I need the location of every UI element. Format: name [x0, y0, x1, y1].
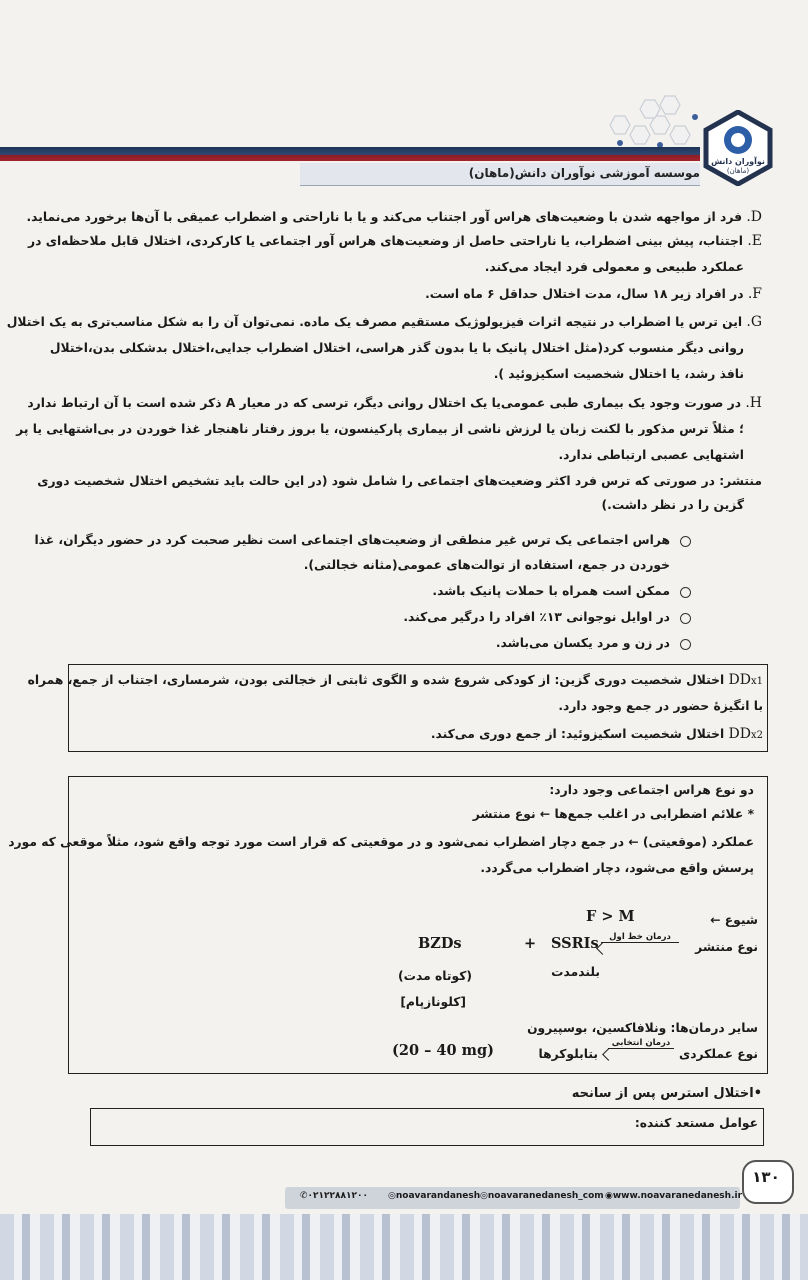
performance-type-line2: پرسش واقع می‌شود، دچار اضطراب می‌گردد.: [480, 861, 754, 875]
dd-1-line2: با انگیزهٔ حضور در جمع وجود دارد.: [558, 699, 763, 713]
criterion-marker: F.: [747, 286, 762, 302]
phone-icon: ✆: [300, 1191, 308, 1201]
bullet-icon: [680, 536, 691, 547]
choice-treatment-label: درمان انتخابی: [608, 1038, 674, 1049]
criterion-h: [27, 391, 762, 415]
contact-instagram-1: [388, 1191, 480, 1201]
generalized-type-line: * علائم اضطرابی در اغلب جمع‌ها ← نوع منتشر: [472, 807, 754, 821]
contact-website: [605, 1191, 742, 1201]
criterion-h-line2: ؛ مثلاً ترس مذکور با لکنت زبان یا لرزش ناشی از بیماری پارکینسون، یا بروز رفتار ناهنجار غذا خوردن در بی‌اشتهایی یا پر: [16, 422, 744, 436]
header-band: [0, 147, 700, 161]
page-number: ۱۳۰: [752, 1168, 780, 1186]
institute-name: موسسه آموزشی نوآوران دانش(ماهان): [468, 166, 700, 180]
predisposing-factors-label: عوامل مستعد کننده:: [634, 1116, 758, 1130]
bullet-1-line2: خوردن در جمع، استفاده از توالت‌های عمومی(مثانه خجالتی).: [303, 558, 670, 572]
instagram-handle: noavarandanesh: [395, 1191, 481, 1201]
beta-blocker-dose: (20 – 40 mg): [392, 1042, 494, 1059]
dd-tag: DDx2: [728, 726, 763, 742]
dd-text: اختلال شخصیت اسکیزوئید: از جمع دوری می‌کند.: [430, 727, 725, 741]
bullet-icon: [680, 613, 691, 624]
criterion-g: [7, 310, 762, 334]
criterion-marker: E.: [747, 233, 762, 249]
bullet-3: در اوایل نوجوانی ۱۳٪ افراد را درگیر می‌کند.: [403, 610, 670, 624]
criterion-text: این ترس یا اضطراب در نتیجه اثرات فیزیولوژیک مستقیم مصرف یک ماده. نمی‌توان آن را به شکل مناسب‌تری به یک اختلال: [6, 315, 743, 329]
criterion-f: [425, 282, 762, 306]
plus-sign: +: [524, 935, 537, 952]
generalized-specifier-line2: گزین را در نظر داشت.): [601, 498, 744, 512]
phone-number: ۰۲۱۲۲۸۸۱۲۰۰: [307, 1191, 368, 1201]
performance-type-label: نوع عملکردی: [678, 1047, 758, 1061]
prevalence-value: F > M: [586, 908, 635, 925]
criterion-marker: H.: [745, 395, 762, 411]
bullet-1: هراس اجتماعی یک ترس غیر منطقی از وضعیت‌های اجتماعی است نظیر صحبت کرد در حضور دیگران، غذا: [34, 533, 670, 547]
criterion-g-line3: نافذ رشد، یا اختلال شخصیت اسکیزوئید ).: [493, 367, 744, 381]
generalized-specifier: منتشر: در صورتی که ترس فرد اکثر وضعیت‌های اجتماعی را شامل شود (در این حالت باید تشخیص اختلال شخصیت دوری: [37, 474, 762, 488]
criterion-h-line3: اشتهایی عصبی ارتباطی ندارد.: [558, 448, 744, 462]
bzd-label: BZDs: [418, 935, 462, 952]
criterion-text: در افراد زیر ۱۸ سال، مدت اختلال حداقل ۶ ماه است.: [425, 287, 744, 301]
globe-icon: ◉: [605, 1191, 613, 1201]
criterion-e: [28, 229, 762, 253]
short-term-label: (کوتاه مدت): [398, 969, 472, 983]
criterion-marker: D.: [746, 209, 762, 225]
bullet-icon: [680, 639, 691, 650]
criterion-marker: G.: [746, 314, 762, 330]
beta-blockers-label: بتابلوکرها: [538, 1047, 598, 1061]
clonazepam-label: [کلونازپام]: [400, 995, 466, 1009]
dd-2: [431, 722, 763, 748]
dd-1: [28, 668, 763, 694]
bullet-2: ممکن است همراه با حملات پانیک باشد.: [432, 584, 670, 598]
dd-text: اختلال شخصیت دوری گزین: از کودکی شروع شده و الگوی ثابتی از خجالتی بودن، شرمساری، اجتناب از جمع، همراه: [27, 673, 725, 687]
subtypes-title: دو نوع هراس اجتماعی وجود دارد:: [549, 783, 754, 797]
contact-instagram-2: [480, 1191, 604, 1201]
generalized-type-label: نوع منتشر: [695, 940, 758, 954]
criterion-text: در صورت وجود یک بیماری طبی عمومی‌یا یک اختلال روانی دیگر، ترسی که در معیار A ذکر شده است با آن ارتباط ندارد: [27, 396, 742, 410]
prevalence-label: شیوع ←: [710, 913, 758, 927]
criterion-text: فرد از مواجهه شدن با وضعیت‌های هراس آور اجتناب می‌کند و یا با ناراحتی و اضطراب عمیقی با آن‌ها برخورد می‌نماید.: [26, 210, 743, 224]
ptsd-heading: •اختلال استرس پس از سانحه: [571, 1086, 762, 1101]
website-url: www.noavaranedanesh.ir: [612, 1191, 743, 1201]
criterion-text: اجتناب، پیش بینی اضطراب، یا ناراحتی حاصل از وضعیت‌های هراس آور اجتماعی یا کارکردی، اختلال قابل ملاحظه‌ای در: [28, 234, 744, 248]
institute-logo: [700, 110, 776, 186]
criterion-e-line2: عملکرد طبیعی و معمولی فرد ایجاد می‌کند.: [484, 260, 744, 274]
decorative-bottom-strip: [0, 1214, 808, 1280]
instagram-icon: ◎: [388, 1191, 396, 1201]
instagram-handle: noavaranedanesh_com: [487, 1191, 604, 1201]
bullet-icon: [680, 587, 691, 598]
ssri-label: SSRIs: [551, 935, 599, 952]
criterion-d: [26, 205, 762, 229]
long-term-label: بلندمدت: [551, 965, 600, 979]
first-line-treatment-label: درمان خط اول: [601, 932, 679, 943]
contact-phone: [300, 1191, 368, 1201]
bullet-4: در زن و مرد یکسان می‌باشد.: [495, 636, 670, 650]
other-treatments: سایر درمان‌ها: ونلافاکسین، بوسپیرون: [527, 1021, 758, 1035]
svg-text:نوآوران دانش: نوآوران دانش: [711, 157, 765, 166]
hexagon-decoration: [600, 95, 710, 155]
criterion-g-line2: روانی دیگر منسوب کرد(مثل اختلال پانیک با یا بدون گذر هراسی، اختلال اضطراب جدایی،اختلال بدشکلی بدن،اختلال: [49, 341, 744, 355]
performance-type-line: عملکرد (موقعیتی) ← در جمع دچار اضطراب نمی‌شود و در موقعیتی که قرار است مورد توجه واقع شود، مثلاً موقعی که مورد: [8, 835, 754, 849]
dd-tag: DDx1: [728, 672, 763, 688]
instagram-icon: ◎: [480, 1191, 488, 1201]
svg-text:(ماهان): (ماهان): [726, 167, 750, 175]
